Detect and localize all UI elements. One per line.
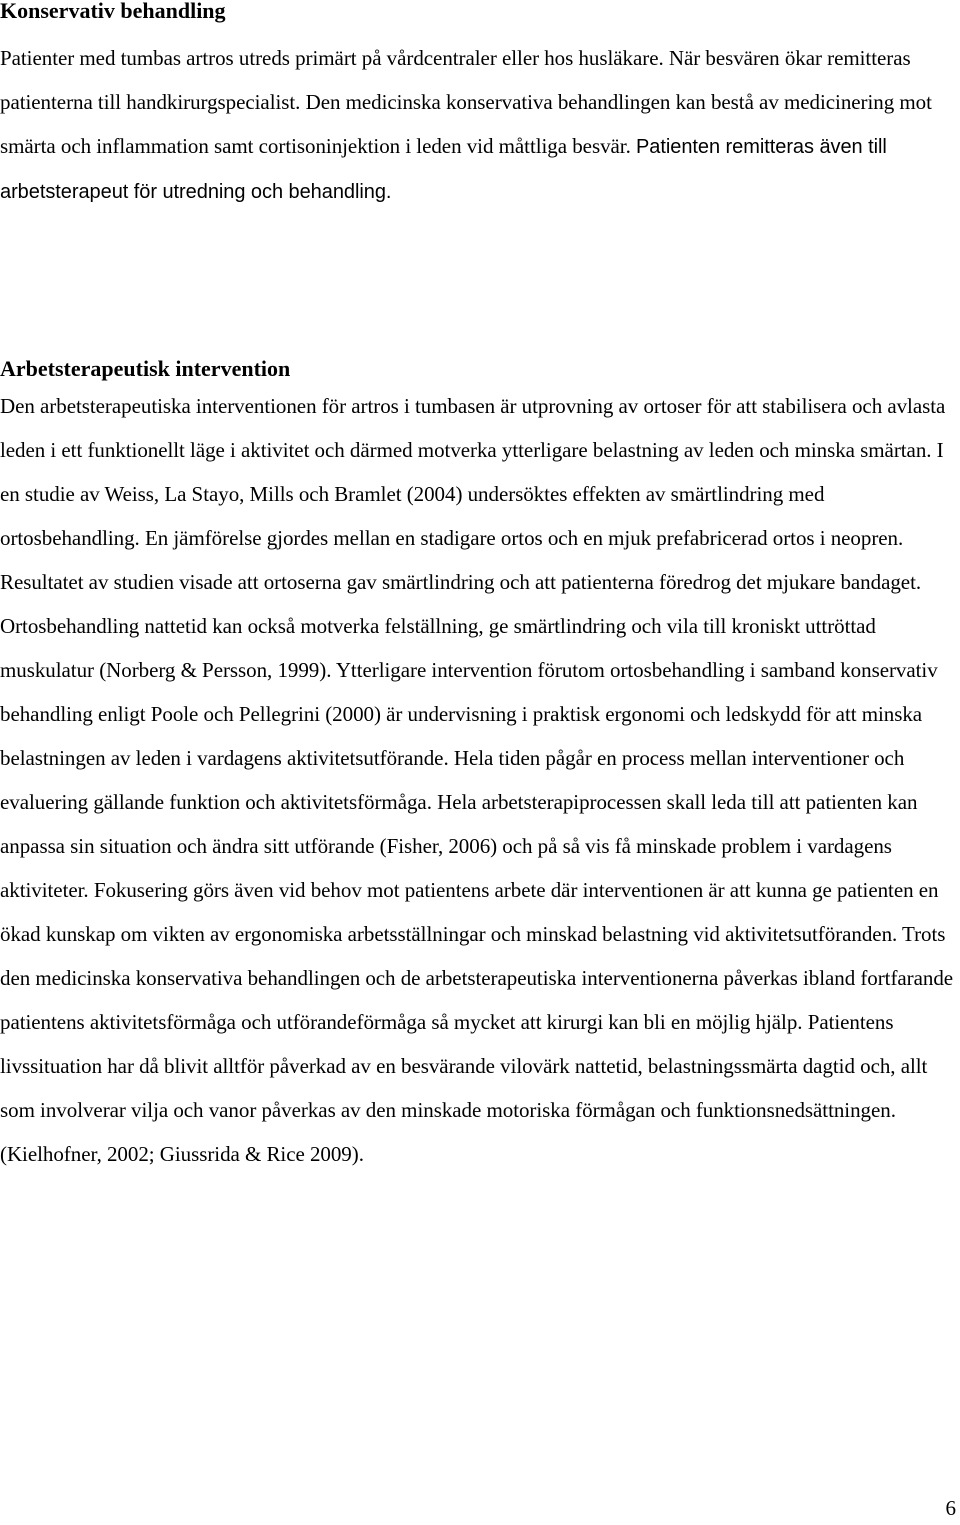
paragraph-text-serif: Patienter med tumbas artros utreds primärt på vårdcentraler eller hos husläkare. När besvären ökar remitteras patienterna till handkirurgspecialist. Den medicinska konservativa behandlingen kan bestå av medicinering mot smärta och inflammation samt cortisoninjektion i leden vid måttliga besvär. [0, 46, 932, 158]
page-number: 6 [945, 1496, 956, 1520]
section-paragraph [0, 36, 958, 214]
section-heading: Konservativ behandling [0, 0, 226, 23]
section-heading: Arbetsterapeutisk intervention [0, 356, 291, 381]
paragraph-text-sans: Patienten remitteras även till arbetsterapeut för utredning och behandling. [0, 136, 887, 203]
section-paragraph: Den arbetsterapeutiska interventionen för artros i tumbasen är utprovning av ortoser för att stabilisera och avlasta leden i ett funktionellt läge i aktivitet och därmed motverka ytterligare belastning av leden och minska smärtan. I en studie av Weiss, La Stayo, Mills och Bramlet (2004) undersöktes effekten av smärtlindring med ortosbehandling. En jämförelse gjordes mellan en stadigare ortos och en mjuk prefabricerad ortos i neopren. Resultatet av studien visade att ortoserna gav smärtlindring och att patienterna föredrog det mjukare bandaget. Ortosbehandling nattetid kan också motverka felställning, ge smärtlindring och vila till kroniskt uttröttad muskulatur (Norberg & Persson, 1999). Ytterligare intervention förutom ortosbehandling i samband konservativ behandling enligt Poole och Pellegrini (2000) är undervisning i praktisk ergonomi och ledskydd för att minska belastningen av leden i vardagens aktivitetsutförande. Hela tiden pågår en process mellan interventioner och evaluering gällande funktion och aktivitetsförmåga. Hela arbetsterapiprocessen skall leda till att patienten kan anpassa sin situation och ändra sitt utförande (Fisher, 2006) och på så vis få minskade problem i vardagens aktiviteter. Fokusering görs även vid behov mot patientens arbete där interventionen är att kunna ge patienten en ökad kunskap om vikten av ergonomiska arbetsställningar och minskad belastning vid aktivitetsutföranden. Trots den medicinska konservativa behandlingen och de arbetsterapeutiska interventionerna påverkas ibland fortfarande patientens aktivitetsförmåga och utförandeförmåga så mycket att kirurgi kan bli en möjlig hjälp. Patientens livssituation har då blivit alltför påverkad av en besvärande vilovärk nattetid, belastningssmärta dagtid och, allt som involverar vilja och vanor påverkas av den minskade motoriska förmågan och funktionsnedsättningen. (Kielhofner, 2002; Giussrida & Rice 2009). [0, 394, 954, 1166]
section-konservativ-behandling [0, 0, 958, 214]
section-arbetsterapeutisk-intervention [0, 354, 958, 1176]
